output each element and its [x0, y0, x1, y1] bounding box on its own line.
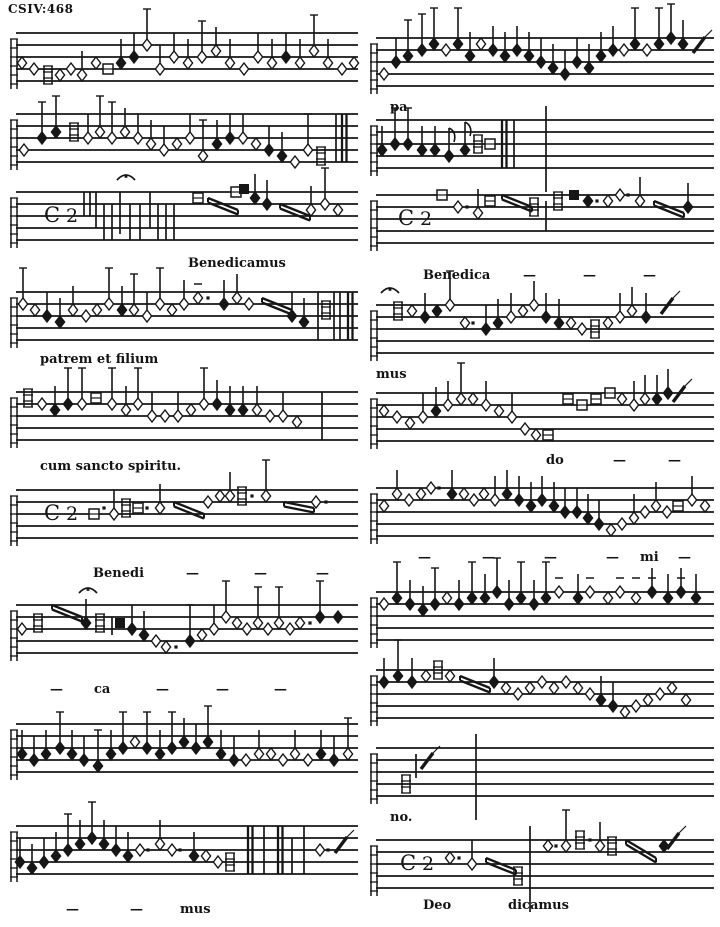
- staff-svg: [8, 690, 360, 808]
- music-system: [8, 571, 360, 701]
- lyric-syllable: —: [482, 550, 495, 565]
- mensuration-number: 2: [422, 853, 435, 875]
- lyric-syllable: cum sancto spiritu.: [40, 459, 182, 474]
- music-system: [8, 456, 360, 586]
- lyric-syllable: mus: [180, 902, 211, 917]
- lyric-syllable: mus: [376, 367, 407, 382]
- staff-svg: [8, 571, 360, 689]
- lyric-syllable: ca: [94, 682, 111, 697]
- lyric-syllable: —: [668, 453, 681, 468]
- mensuration-clef-icon: C: [44, 501, 61, 525]
- lyric-syllable: —: [583, 268, 596, 283]
- staff-svg: [8, 456, 360, 574]
- lyric-syllable: —: [186, 566, 199, 581]
- lyric-syllable: do: [546, 453, 564, 468]
- mensuration-number: 2: [66, 205, 79, 227]
- mensuration-number: 2: [420, 208, 433, 230]
- lyric-syllable: —: [544, 550, 557, 565]
- staff-svg: [368, 161, 716, 279]
- staff-svg: [8, 792, 360, 910]
- lyric-syllable: patrem et filium: [40, 352, 159, 367]
- lyric-syllable: —: [316, 566, 329, 581]
- lyric-syllable: —: [254, 566, 267, 581]
- lyric-syllable: —: [274, 682, 287, 697]
- lyric-syllable: pa: [390, 100, 408, 115]
- lyric-syllable: —: [66, 902, 79, 917]
- music-system: [8, 792, 360, 922]
- lyric-line: [368, 898, 716, 914]
- lyric-syllable: —: [216, 682, 229, 697]
- mensuration-number: 2: [66, 503, 79, 525]
- lyric-syllable: —: [613, 453, 626, 468]
- music-system: [368, 806, 716, 927]
- catalog-number: CSIV:468: [8, 2, 74, 16]
- lyric-syllable: —: [50, 682, 63, 697]
- mensuration-clef-icon: C: [398, 206, 415, 230]
- lyric-syllable: no.: [390, 810, 413, 825]
- lyric-syllable: —: [523, 268, 536, 283]
- lyric-syllable: —: [418, 550, 431, 565]
- lyric-syllable: Benedicamus: [188, 256, 286, 271]
- lyric-syllable: —: [156, 682, 169, 697]
- lyric-syllable: Benedica: [423, 268, 491, 283]
- mensuration-clef-icon: C: [400, 851, 417, 875]
- lyric-syllable: —: [130, 902, 143, 917]
- lyric-syllable: —: [643, 268, 656, 283]
- lyric-syllable: mi: [640, 550, 659, 565]
- mensuration-clef-icon: C: [44, 203, 61, 227]
- lyric-syllable: dicamus: [508, 898, 569, 913]
- lyric-syllable: Benedi: [93, 566, 145, 581]
- lyric-syllable: Deo: [423, 898, 452, 913]
- lyric-syllable: —: [678, 550, 691, 565]
- lyric-line: [8, 902, 360, 918]
- lyric-syllable: —: [606, 550, 619, 565]
